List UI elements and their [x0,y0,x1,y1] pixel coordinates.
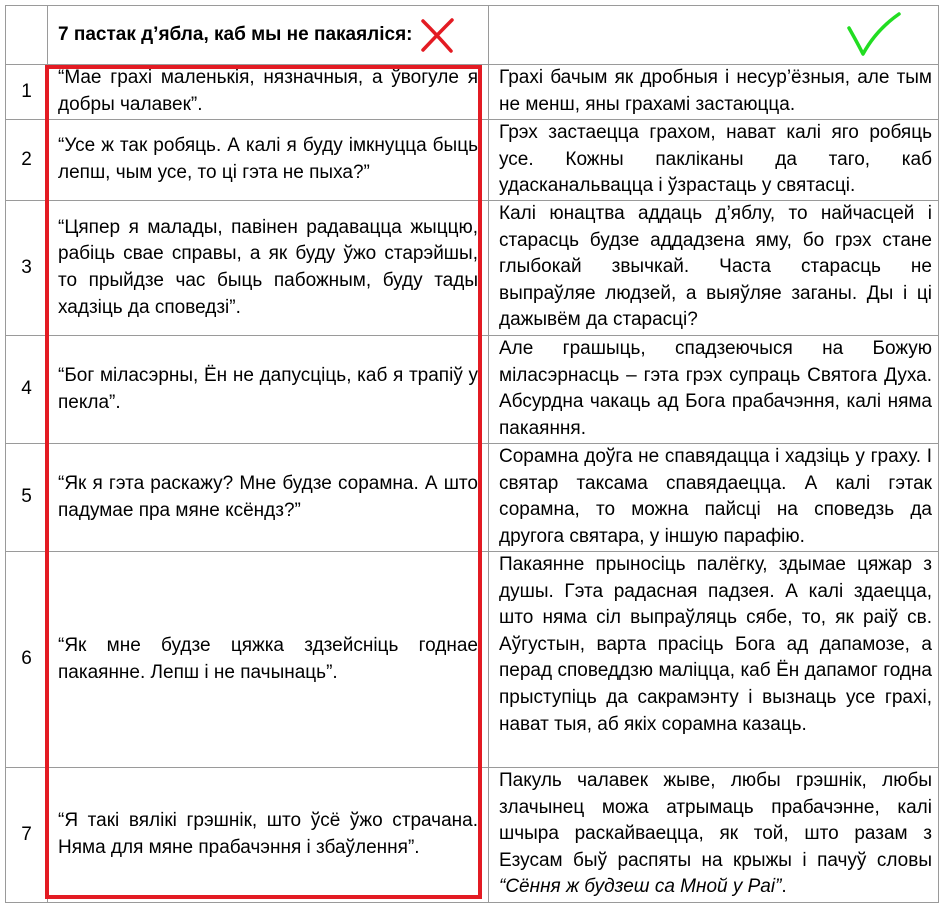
red-cross-icon [417,15,457,55]
row-number: 7 [6,768,48,903]
row-number: 1 [6,65,48,120]
table-row [6,120,939,201]
row-number: 4 [6,336,48,444]
myth-cell: “Цяпер я малады, павінен радавацца жыццю, рабіць свае справы, а як буду ўжо старэйшы, то прыйдзе час быць пабожным, буду тады хадзіць да споведзі”. [48,201,489,336]
row-number: 5 [6,444,48,552]
table-row [6,65,939,120]
myth-cell: “Бог міласэрны, Ён не дапусціць, каб я трапіў у пекла”. [48,336,489,444]
header-title: 7 пастак д’ябла, каб мы не пакаяліся: [58,23,413,45]
table-row [6,552,939,768]
row-number: 2 [6,120,48,201]
truth-end: . [781,876,787,898]
truth-cell: Пакаянне прыносіць палёгку, здымае цяжар з душы. Гэта радасная падзея. А калі здаецца, што няма сіл выпраўляць сябе, то, як раіў св. Аўгустын, варта прасіць Бога ад дапамозе, а перад споведдзю маліцца, каб Ён дапамог годна прыступіць да сакрамэнту і вызнаць усе грахі, нават тыя, аб якіх сорамна казаць. [489,552,939,768]
truth-cell: Сорамна доўга не спавядацца і хадзіць у граху. І святар таксама спавядаецца. А калі гэтак сорамна, то можна пайсці на споведзь да другога святара, у іншую парафію. [489,444,939,552]
truth-cell: Грахі бачым як дробныя і несур’ёзныя, але тым не менш, яны грахамі застаюцца. [489,65,939,120]
table-row [6,768,939,903]
truth-cell: Калі юнацтва аддаць д’яблу, то найчасцей і старасць будзе аддадзена яму, бо грэх стане глыбокай звычкай. Часта старасць не выпраўляе людзей, а выяўляе заганы. Ды і ці дажывём да старасці? [489,201,939,336]
truth-cell [489,768,939,903]
myth-cell: “Я такі вялікі грэшнік, што ўсё ўжо страчана. Няма для мяне прабачэння і збаўлення”. [48,768,489,903]
green-check-icon [846,10,902,58]
row-number: 6 [6,552,48,768]
truth-cell: Але грашыць, спадзеючыся на Божую міласэрнасць – гэта грэх супраць Святога Духа. Абсурдна чакаць ад Бога прабачэння, калі няма пакаяння. [489,336,939,444]
header-title-cell [48,6,489,65]
table-row [6,444,939,552]
truth-cell: Грэх застаецца грахом, нават калі яго робяць усе. Кожны пакліканы да таго, каб удасканальвацца і ўзрастаць у святасці. [489,120,939,201]
header-check-cell [489,6,939,65]
truth-text: Пакуль чалавек жыве, любы грэшнік, любы злачынец можа атрымаць прабачэнне, калі шчыра раскайваецца, як той, што разам з Езусам быў распяты на крыжы і пачуў словы [499,770,932,871]
row-number: 3 [6,201,48,336]
table-row [6,201,939,336]
table-row [6,336,939,444]
header-row [6,6,939,65]
myth-cell: “Усе ж так робяць. А калі я буду імкнуцца быць лепш, чым усе, то ці гэта не пыха?” [48,120,489,201]
myth-cell: “Як я гэта раскажу? Мне будзе сорамна. А што падумае пра мяне ксёндз?” [48,444,489,552]
header-empty-cell [6,6,48,65]
myth-cell: “Мае грахі маленькія, нязначныя, а ўвогуле я добры чалавек”. [48,65,489,120]
traps-table [5,5,939,903]
myth-cell: “Як мне будзе цяжка здзейсніць годнае пакаянне. Лепш і не пачынаць”. [48,552,489,768]
truth-quote: “Сёння ж будзеш са Мной у Раі” [499,876,782,898]
